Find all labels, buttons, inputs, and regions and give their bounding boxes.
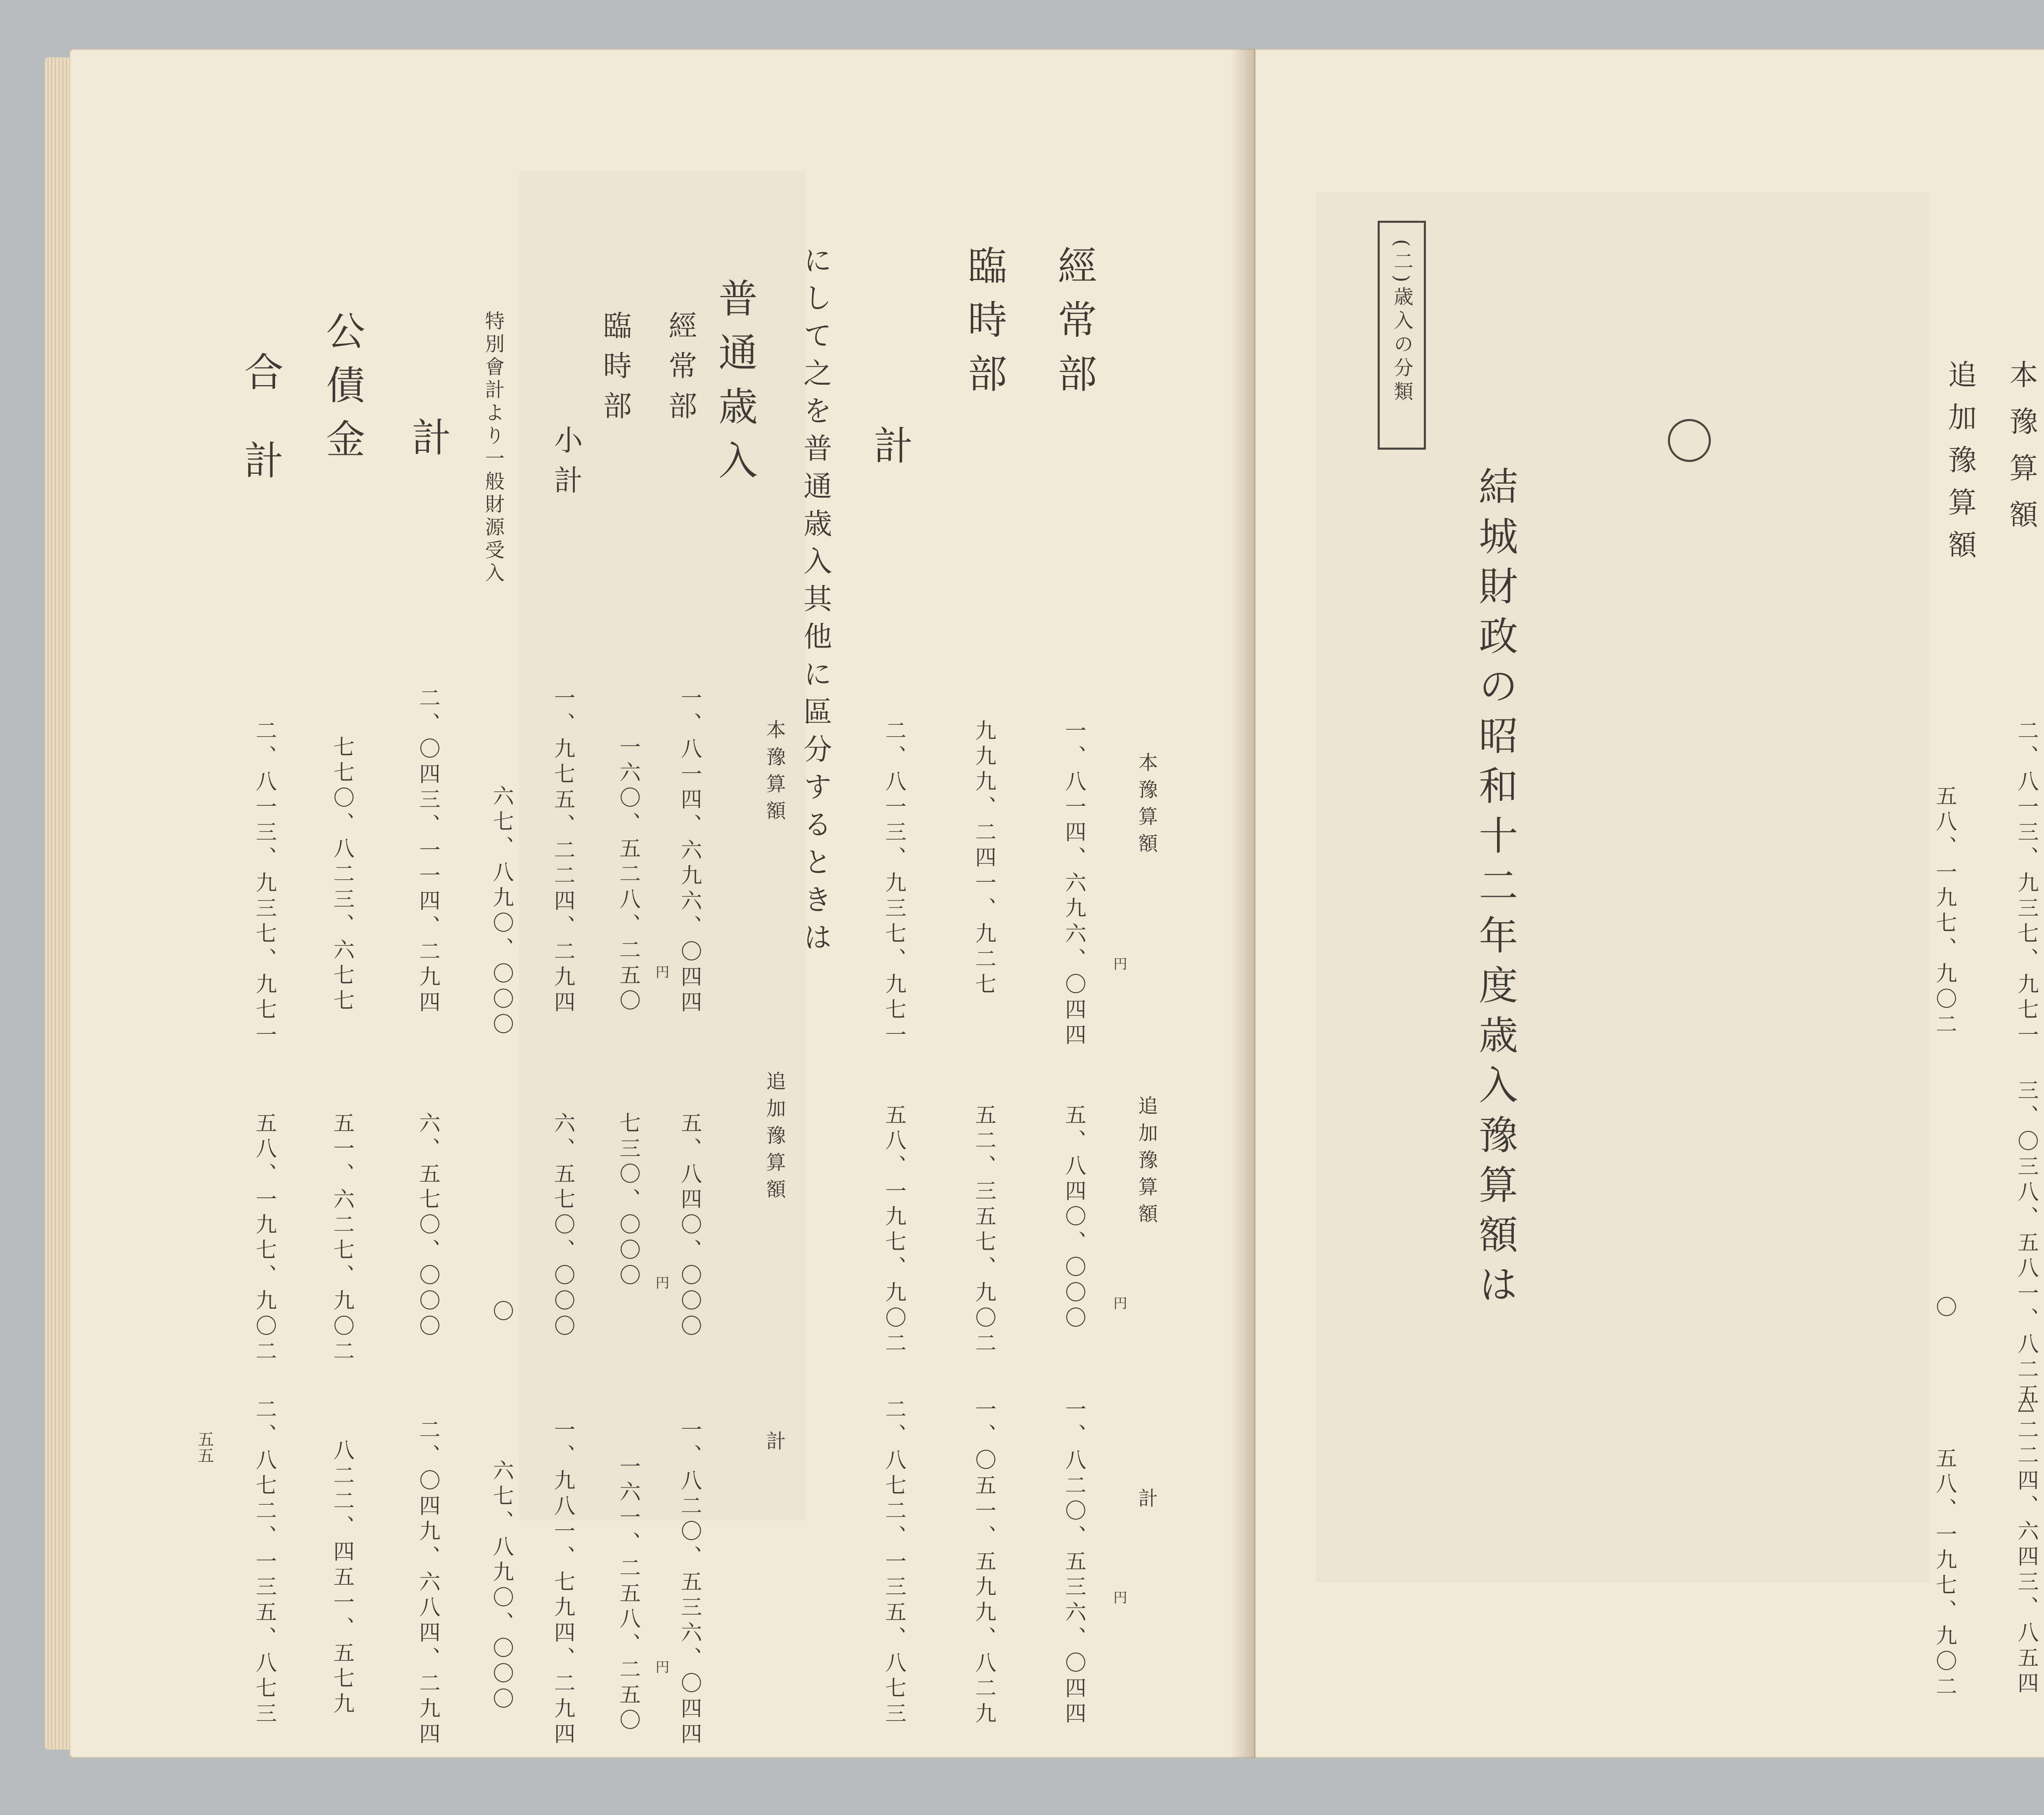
sub-row-label: 合計 xyxy=(238,352,284,528)
col-header-kei: 計 xyxy=(1135,1488,1158,1515)
sub-row-value-c: 一六一、二五八、二五〇 xyxy=(616,1455,640,1734)
sub-row-label: 小計 xyxy=(549,425,583,505)
row-value-c: △二二四、六四三、八五四 xyxy=(2014,1390,2038,1697)
row-value-a: 二、八一三、九三七、九七一 xyxy=(881,719,906,1049)
row-label: 追加豫算額 xyxy=(1943,360,1977,572)
row-value-a: 二、八一三、九三七、九七一 xyxy=(2014,719,2038,1049)
sub-row-value-c: 一、八二〇、五三六、〇四四 xyxy=(677,1418,702,1748)
sub-row-label: 特別會計より一般財源受入 xyxy=(482,311,504,585)
row-label: 臨時部 xyxy=(961,245,1007,407)
sub-row-label: 經常部 xyxy=(664,311,697,431)
row-value-a: 五八、一九七、九〇二 xyxy=(1932,785,1957,1038)
row-value-c: 五八、一九七、九〇二 xyxy=(1932,1447,1957,1701)
row-value-b: 三、〇三八、五八一、八二五 xyxy=(2014,1079,2038,1409)
sub-title: 普通歳入 xyxy=(712,278,758,494)
unit-yen: 円 xyxy=(1111,957,1127,970)
row-value-a: 九九九、二四一、九二七 xyxy=(971,719,996,998)
body-sentence: にして之を普通歳入其他に區分するときは xyxy=(799,245,832,960)
sub-row-value-b: 五、八四〇、〇〇〇 xyxy=(677,1112,702,1340)
row-value-b: 五、八四〇、〇〇〇 xyxy=(1061,1104,1086,1332)
unit-yen: 円 xyxy=(653,965,669,979)
unit-yen: 円 xyxy=(653,1660,669,1674)
sub-row-value-a: 六七、八九〇、〇〇〇 xyxy=(489,785,513,1038)
row-value-b: 五八、一九七、九〇二 xyxy=(881,1104,906,1357)
sub-header-c: 計 xyxy=(763,1431,786,1458)
sub-row-value-c: 一、九八一、七九四、二九四 xyxy=(550,1418,575,1748)
sub-row-label: 臨時部 xyxy=(598,311,632,431)
col-header-tsuika: 追加豫算額 xyxy=(1135,1096,1158,1230)
sub-row-value-a: 一六〇、五二八、二五〇 xyxy=(616,736,640,1015)
row-label: 經常部 xyxy=(1051,245,1097,407)
right-page xyxy=(1255,49,2044,1758)
unit-yen: 円 xyxy=(653,1275,669,1289)
book-spread xyxy=(45,41,2044,1774)
row-value-a: 一、八一四、六九六、〇四四 xyxy=(1061,719,1086,1049)
sub-row-label: 公債金 xyxy=(320,311,365,473)
left-page xyxy=(69,49,1255,1758)
row-value-c: 二、八七二、一三五、八七三 xyxy=(881,1398,906,1728)
row-value-b: 〇 xyxy=(1932,1296,1957,1321)
row-label: 計 xyxy=(867,425,913,479)
sub-row-label: 計 xyxy=(406,417,451,471)
sub-row-value-a: 二、〇四三、一一四、二九四 xyxy=(415,687,440,1016)
unit-yen: 円 xyxy=(1111,1590,1127,1604)
section-title: 結城財政の昭和十二年度歳入豫算額は xyxy=(1472,466,1518,1314)
row-value-c: 一、八二〇、五三六、〇四四 xyxy=(1061,1398,1086,1728)
sub-row-value-c: 六七、八九〇、〇〇〇 xyxy=(489,1459,513,1713)
sub-row-value-b: 五一、六二七、九〇二 xyxy=(329,1112,354,1365)
sub-row-value-a: 二、八一三、九三七、九七一 xyxy=(252,719,276,1049)
sub-row-value-a: 一、九七五、二二四、二九四 xyxy=(550,687,575,1016)
sub-row-value-a: 一、八一四、六九六、〇四四 xyxy=(677,687,702,1016)
col-header-honyosan: 本豫算額 xyxy=(1135,752,1158,860)
row-value-b: 五二、三五七、九〇二 xyxy=(971,1104,996,1357)
page-number: 五五 xyxy=(195,1431,214,1463)
circle-marker xyxy=(1668,419,1711,462)
sub-row-value-c: 二、〇四九、六八四、二九四 xyxy=(415,1418,440,1748)
unit-yen: 円 xyxy=(1111,1296,1127,1310)
sub-row-value-b: 〇 xyxy=(489,1300,513,1325)
sub-row-value-a: 七七〇、八二三、六七七 xyxy=(329,736,354,1015)
sub-row-value-b: 七三〇、〇〇〇 xyxy=(616,1112,640,1289)
sub-header-a: 本豫算額 xyxy=(763,719,786,827)
row-value-c: 一、〇五一、五九九、八二九 xyxy=(971,1398,996,1728)
sub-row-value-c: 二、八七二、一三五、八七三 xyxy=(252,1398,276,1728)
sub-header-b: 追加豫算額 xyxy=(763,1071,786,1206)
section-heading-box: (二)歳入の分類 xyxy=(1378,221,1426,450)
sub-row-value-b: 六、五七〇、〇〇〇 xyxy=(550,1112,575,1340)
row-label: 本豫算額 xyxy=(2005,360,2038,546)
sub-row-value-b: 五八、一九七、九〇二 xyxy=(252,1112,276,1365)
sub-row-value-b: 六、五七〇、〇〇〇 xyxy=(415,1112,440,1340)
sub-row-value-c: 八二二、四五一、五七九 xyxy=(329,1439,354,1718)
